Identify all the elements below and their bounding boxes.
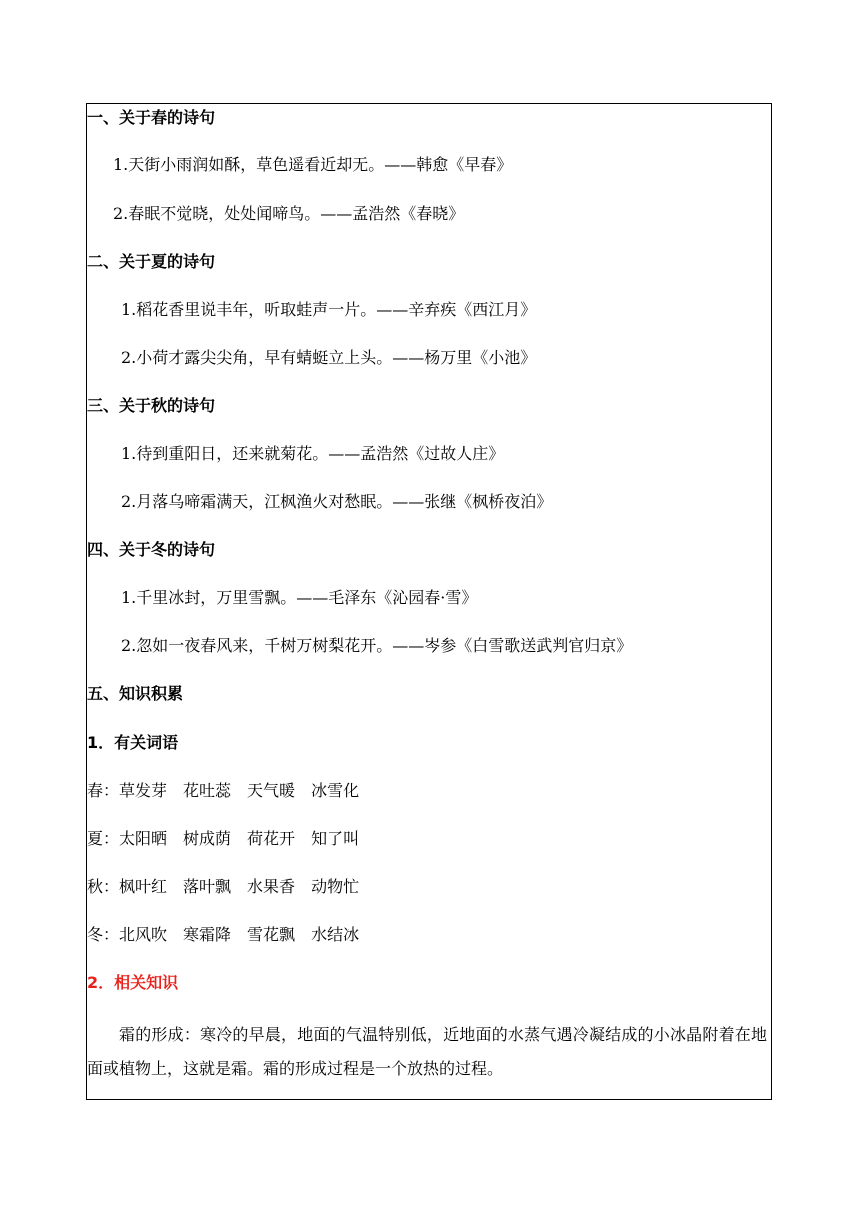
word: 雪花飘: [247, 925, 296, 944]
season-label: 冬：: [87, 925, 120, 944]
word-row-spring: [87, 779, 771, 803]
poem-line: 1.千里冰封，万里雪飘。——毛泽东《沁园春·雪》: [121, 588, 478, 607]
word: 荷花开: [247, 829, 296, 848]
word-row-autumn: [87, 875, 771, 899]
word-row-winter: [87, 923, 771, 947]
season-label: 夏：: [87, 829, 120, 848]
content-box: [86, 103, 772, 1100]
word: 水结冰: [311, 925, 360, 944]
poem-line: 2.月落乌啼霜满天，江枫渔火对愁眠。——张继《枫桥夜泊》: [121, 492, 553, 511]
poem-line: 1.待到重阳日，还来就菊花。——孟浩然《过故人庄》: [121, 444, 505, 463]
word: 天气暖: [247, 781, 296, 800]
heading-spring: 一、关于春的诗句: [87, 108, 216, 127]
word: 草发芽: [119, 781, 168, 800]
heading-autumn: 三、关于秋的诗句: [87, 396, 216, 415]
word-row-summer: [87, 827, 771, 851]
subheading-words: 1．有关词语: [87, 733, 179, 752]
word: 水果香: [247, 877, 296, 896]
poem-line: 2.忽如一夜春风来，千树万树梨花开。——岑参《白雪歌送武判官归京》: [121, 636, 633, 655]
heading-winter: 四、关于冬的诗句: [87, 540, 216, 559]
word: 知了叫: [311, 829, 360, 848]
season-label: 秋：: [87, 877, 120, 896]
heading-summer: 二、关于夏的诗句: [87, 252, 216, 271]
poem-line: 1.稻花香里说丰年，听取蛙声一片。——辛弃疾《西江月》: [121, 300, 537, 319]
heading-knowledge: 五、知识积累: [87, 684, 184, 703]
word: 冰雪化: [311, 781, 360, 800]
frost-paragraph: 霜的形成：寒冷的早晨，地面的气温特别低，近地面的水蒸气遇冷凝结成的小冰晶附着在地面或植物上，这就是霜。霜的形成过程是一个放热的过程。: [87, 1025, 767, 1078]
word: 寒霜降: [183, 925, 232, 944]
poem-line: 2.小荷才露尖尖角，早有蜻蜓立上头。——杨万里《小池》: [121, 348, 537, 367]
season-label: 春：: [87, 781, 120, 800]
word: 北风吹: [119, 925, 168, 944]
word: 太阳晒: [119, 829, 168, 848]
word: 动物忙: [311, 877, 360, 896]
word: 树成荫: [183, 829, 232, 848]
poem-line: 2.春眠不觉晓，处处闻啼鸟。——孟浩然《春晓》: [113, 204, 465, 223]
subheading-knowledge: 2．相关知识: [87, 973, 179, 992]
word: 花吐蕊: [183, 781, 232, 800]
word: 落叶飘: [183, 877, 232, 896]
word: 枫叶红: [119, 877, 168, 896]
poem-line: 1.天街小雨润如酥，草色遥看近却无。——韩愈《早春》: [113, 155, 513, 174]
